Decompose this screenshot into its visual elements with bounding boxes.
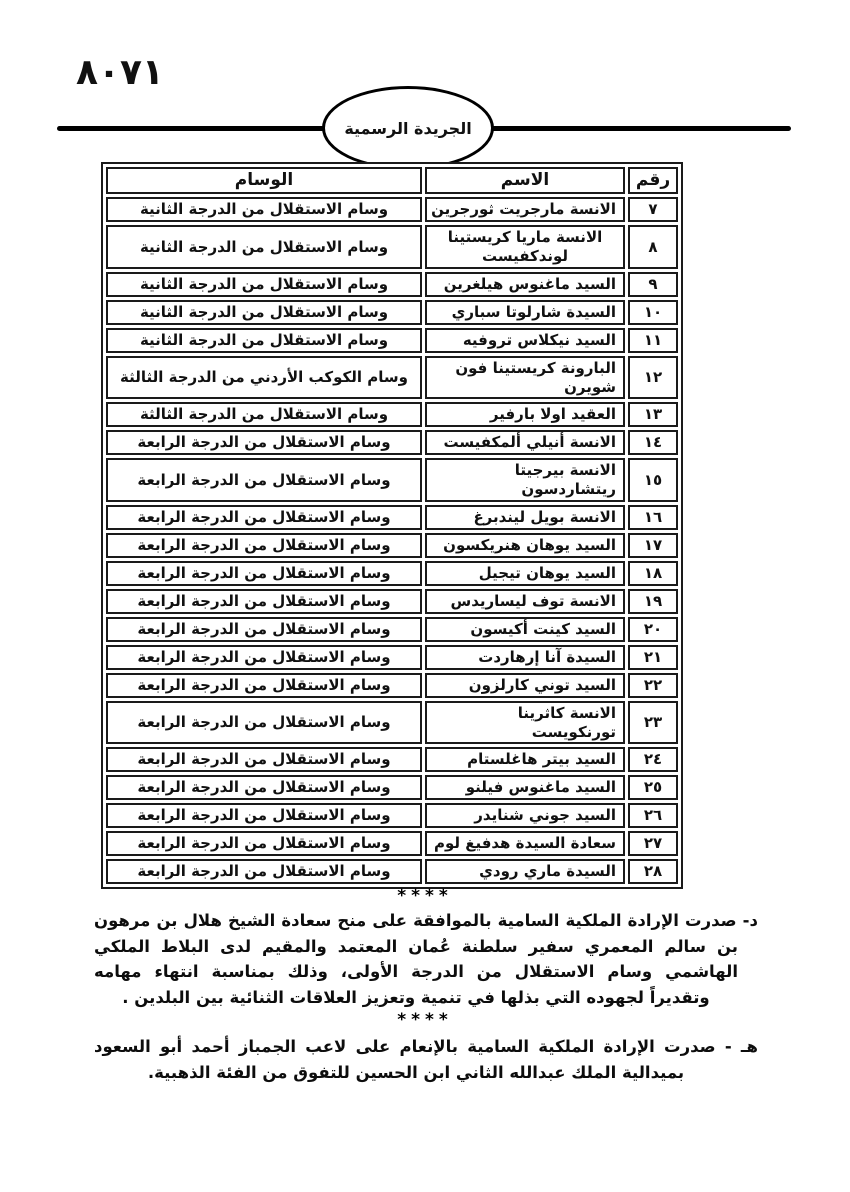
name-cell: الانسة أنيلي ألمكفيست bbox=[425, 430, 625, 455]
medal-cell: وسام الاستقلال من الدرجة الرابعة bbox=[106, 617, 422, 642]
table-header-row bbox=[106, 167, 678, 194]
table-row bbox=[106, 645, 678, 670]
table-row bbox=[106, 701, 678, 745]
number-cell: ١٤ bbox=[628, 430, 678, 455]
table-row bbox=[106, 272, 678, 297]
name-cell: الانسة بويل ليندبرغ bbox=[425, 505, 625, 530]
medal-cell: وسام الاستقلال من الدرجة الثالثة bbox=[106, 402, 422, 427]
medal-cell: وسام الاستقلال من الدرجة الرابعة bbox=[106, 505, 422, 530]
number-cell: ٢٤ bbox=[628, 747, 678, 772]
name-cell: السيد جوني شنايدر bbox=[425, 803, 625, 828]
column-header-name: الاسم bbox=[425, 167, 625, 194]
number-cell: ١٥ bbox=[628, 458, 678, 502]
name-cell: السيد نيكلاس تروفيه bbox=[425, 328, 625, 353]
number-cell: ٢٢ bbox=[628, 673, 678, 698]
gazette-title: الجريدة الرسمية bbox=[344, 118, 472, 138]
medal-cell: وسام الاستقلال من الدرجة الرابعة bbox=[106, 533, 422, 558]
table-row bbox=[106, 356, 678, 400]
medal-cell: وسام الاستقلال من الدرجة الرابعة bbox=[106, 859, 422, 884]
table-row bbox=[106, 505, 678, 530]
name-cell: الانسة توف ليساريدس bbox=[425, 589, 625, 614]
table-row bbox=[106, 458, 678, 502]
number-cell: ١٩ bbox=[628, 589, 678, 614]
number-cell: ٨ bbox=[628, 225, 678, 269]
table-row bbox=[106, 803, 678, 828]
medal-cell: وسام الاستقلال من الدرجة الثانية bbox=[106, 328, 422, 353]
medal-cell: وسام الاستقلال من الدرجة الرابعة bbox=[106, 673, 422, 698]
page-number: ٨٠٧١ bbox=[76, 52, 164, 93]
number-cell: ١٨ bbox=[628, 561, 678, 586]
medal-cell: وسام الاستقلال من الدرجة الرابعة bbox=[106, 430, 422, 455]
table-row bbox=[106, 328, 678, 353]
table-row bbox=[106, 300, 678, 325]
table-row bbox=[106, 197, 678, 222]
medal-cell: وسام الاستقلال من الدرجة الرابعة bbox=[106, 589, 422, 614]
medal-cell: وسام الاستقلال من الدرجة الرابعة bbox=[106, 775, 422, 800]
number-cell: ١٧ bbox=[628, 533, 678, 558]
number-cell: ٢٠ bbox=[628, 617, 678, 642]
name-cell: السيدة ماري رودي bbox=[425, 859, 625, 884]
number-cell: ٧ bbox=[628, 197, 678, 222]
section-separator-stars: **** bbox=[397, 1010, 453, 1030]
number-cell: ٢٥ bbox=[628, 775, 678, 800]
number-cell: ١٢ bbox=[628, 356, 678, 400]
number-cell: ٢٦ bbox=[628, 803, 678, 828]
table-row bbox=[106, 831, 678, 856]
table-row bbox=[106, 561, 678, 586]
medal-cell: وسام الاستقلال من الدرجة الرابعة bbox=[106, 831, 422, 856]
medal-cell: وسام الاستقلال من الدرجة الرابعة bbox=[106, 458, 422, 502]
table-row bbox=[106, 747, 678, 772]
name-cell: السيد كينت أكيسون bbox=[425, 617, 625, 642]
number-cell: ١٦ bbox=[628, 505, 678, 530]
decorations-table bbox=[101, 162, 683, 889]
column-header-medal: الوسام bbox=[106, 167, 422, 194]
name-cell: السيد بيتر هاغلستام bbox=[425, 747, 625, 772]
name-cell: السيد ماغنوس هيلغرين bbox=[425, 272, 625, 297]
medal-cell: وسام الاستقلال من الدرجة الرابعة bbox=[106, 803, 422, 828]
name-cell: السيد يوهان تيجيل bbox=[425, 561, 625, 586]
table-row bbox=[106, 430, 678, 455]
medal-cell: وسام الاستقلال من الدرجة الثانية bbox=[106, 225, 422, 269]
table-row bbox=[106, 402, 678, 427]
medal-cell: وسام الكوكب الأردني من الدرجة الثالثة bbox=[106, 356, 422, 400]
name-cell: الانسة بيرجيتا ريتشاردسون bbox=[425, 458, 625, 502]
table-row bbox=[106, 775, 678, 800]
name-cell: العقيد اولا بارفير bbox=[425, 402, 625, 427]
name-cell: السيدة آنا إرهاردت bbox=[425, 645, 625, 670]
number-cell: ١٠ bbox=[628, 300, 678, 325]
name-cell: السيد ماغنوس فيلنو bbox=[425, 775, 625, 800]
medal-cell: وسام الاستقلال من الدرجة الرابعة bbox=[106, 561, 422, 586]
table-row bbox=[106, 617, 678, 642]
table-row bbox=[106, 673, 678, 698]
decree-paragraph-d: د- صدرت الإرادة الملكية السامية بالموافقة على منح سعادة الشيخ هلال بن مرهون بن سالم المعمري سفير سلطنة عُمان المعتمد والمقيم لدى البلاط الملكي الهاشمي وسام الاستقلال من الدرجة الأولى، وذلك بمناسبة انتهاء مهامه وتقديراً لجهوده التي بذلها في تنمية وتعزيز العلاقات الثنائية بين البلدين . bbox=[94, 911, 758, 1007]
medal-cell: وسام الاستقلال من الدرجة الرابعة bbox=[106, 645, 422, 670]
table-row bbox=[106, 533, 678, 558]
column-header-number: رقم bbox=[628, 167, 678, 194]
name-cell: السيدة شارلوتا سباري bbox=[425, 300, 625, 325]
name-cell: الانسة كاثرينا تورنكويست bbox=[425, 701, 625, 745]
decree-paragraph-h: هـ - صدرت الإرادة الملكية السامية بالإنعام على لاعب الجمباز أحمد أبو السعود بميدالية الملك عبدالله الثاني ابن الحسين للتفوق من الفئة الذهبية. bbox=[94, 1037, 758, 1082]
medal-cell: وسام الاستقلال من الدرجة الثانية bbox=[106, 300, 422, 325]
medal-cell: وسام الاستقلال من الدرجة الرابعة bbox=[106, 747, 422, 772]
decorations-table-body bbox=[106, 197, 678, 884]
number-cell: ٢٧ bbox=[628, 831, 678, 856]
medal-cell: وسام الاستقلال من الدرجة الرابعة bbox=[106, 701, 422, 745]
gazette-oval-seal bbox=[322, 86, 494, 170]
table-row bbox=[106, 859, 678, 884]
table-row bbox=[106, 225, 678, 269]
section-separator-stars: **** bbox=[397, 886, 453, 906]
medal-cell: وسام الاستقلال من الدرجة الثانية bbox=[106, 272, 422, 297]
name-cell: السيد توني كارلزون bbox=[425, 673, 625, 698]
name-cell: السيد يوهان هنريكسون bbox=[425, 533, 625, 558]
table-row bbox=[106, 589, 678, 614]
name-cell: الانسة مارجريت ثورجرين bbox=[425, 197, 625, 222]
number-cell: ٢٨ bbox=[628, 859, 678, 884]
name-cell: البارونة كريستينا فون شويرن bbox=[425, 356, 625, 400]
number-cell: ٢١ bbox=[628, 645, 678, 670]
number-cell: ١١ bbox=[628, 328, 678, 353]
number-cell: ١٣ bbox=[628, 402, 678, 427]
number-cell: ٢٣ bbox=[628, 701, 678, 745]
medal-cell: وسام الاستقلال من الدرجة الثانية bbox=[106, 197, 422, 222]
name-cell: الانسة ماريا كريستينا لوندكفيست bbox=[425, 225, 625, 269]
number-cell: ٩ bbox=[628, 272, 678, 297]
name-cell: سعادة السيدة هدفيغ لوم bbox=[425, 831, 625, 856]
